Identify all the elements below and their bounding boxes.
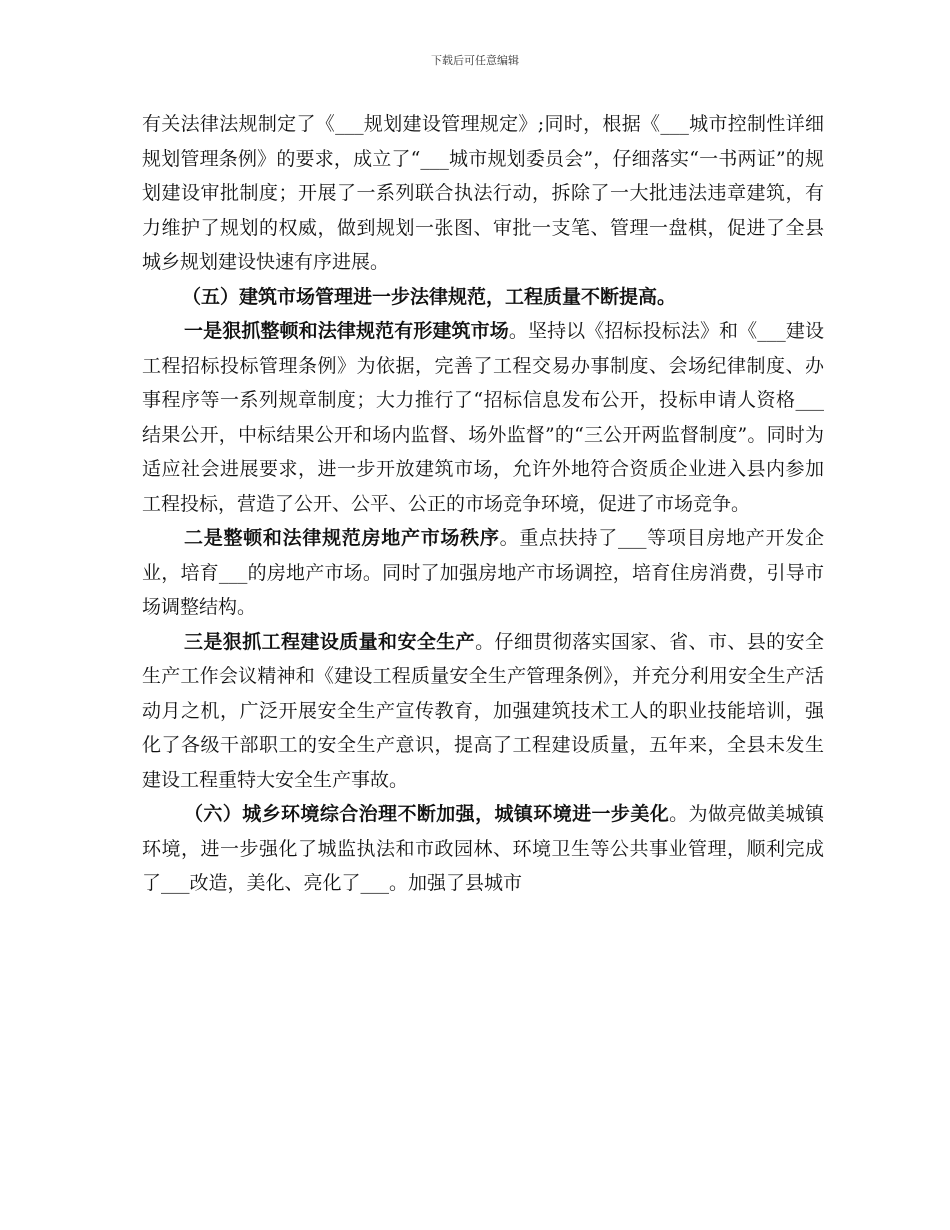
paragraph-safety — [142, 625, 824, 798]
page-header-note: 下载后可任意编辑 — [431, 54, 519, 67]
paragraph-environment — [142, 797, 824, 901]
paragraph-lead: 二是整顿和法律规范房地产市场秩序 — [184, 527, 500, 549]
paragraph-lead: 一是狠抓整顿和法律规范有形建筑市场 — [184, 320, 509, 342]
document-body — [142, 107, 824, 901]
paragraph-planning: 有关法律法规制定了《___规划建设管理规定》;同时，根据《___城市控制性详细规划管理条例》的要求，成立了“___城市规划委员会”，仔细落实“一书两证”的规划建设审批制度；开展了一系列联合执法行动，拆除了一大批违法违章建筑，有力维护了规划的权威，做到规划一张图、审批一支笔、管理一盘棋，促进了全县城乡规划建设快速有序进展。 — [142, 113, 824, 273]
paragraph-real-estate — [142, 521, 824, 625]
paragraph-text: 。坚持以《招标投标法》和《___建设工程招标投标管理条例》为依据，完善了工程交易办事制度、会场纪律制度、办事程序等一系列规章制度；大力推行了“招标信息发布公开，投标申请人资格___结果公开，中标结果公开和场内监督、场外监督”的“三公开两监督制度”。同时为适应社会进展要求，进一步开放建筑市场，允许外地符合资质企业进入县内参加工程投标，营造了公开、公平、公正的市场竞争环境，促进了市场竞争。 — [142, 320, 824, 515]
paragraph-building-market — [142, 314, 824, 521]
paragraph-text: 。仔细贯彻落实国家、省、市、县的安全生产工作会议精神和《建设工程质量安全生产管理条例》，并充分利用安全生产活动月之机，广泛开展安全生产宣传教育，加强建筑技术工人的职业技能培训，强化了各级干部职工的安全生产意识，提高了工程建设质量，五年来，全县未发生建设工程重特大安全生产事故。 — [142, 630, 824, 791]
section-heading-5: （五）建筑市场管理进一步法律规范，工程质量不断提高。 — [182, 285, 677, 308]
paragraph-text: 。为做亮做美城镇环境，进一步强化了城监执法和市政园林、环境卫生等公共事业管理，顺利完成了___改造，美化、亮化了___。加强了县城市 — [142, 803, 824, 894]
section-heading-6: （六）城乡环境综合治理不断加强，城镇环境进一步美化 — [184, 803, 670, 825]
paragraph-text: 。重点扶持了___等项目房地产开发企业，培育___的房地产市场。同时了加强房地产市场调控，培育住房消费，引导市场调整结构。 — [142, 527, 824, 618]
paragraph-lead: 三是狠抓工程建设质量和安全生产 — [184, 630, 476, 653]
